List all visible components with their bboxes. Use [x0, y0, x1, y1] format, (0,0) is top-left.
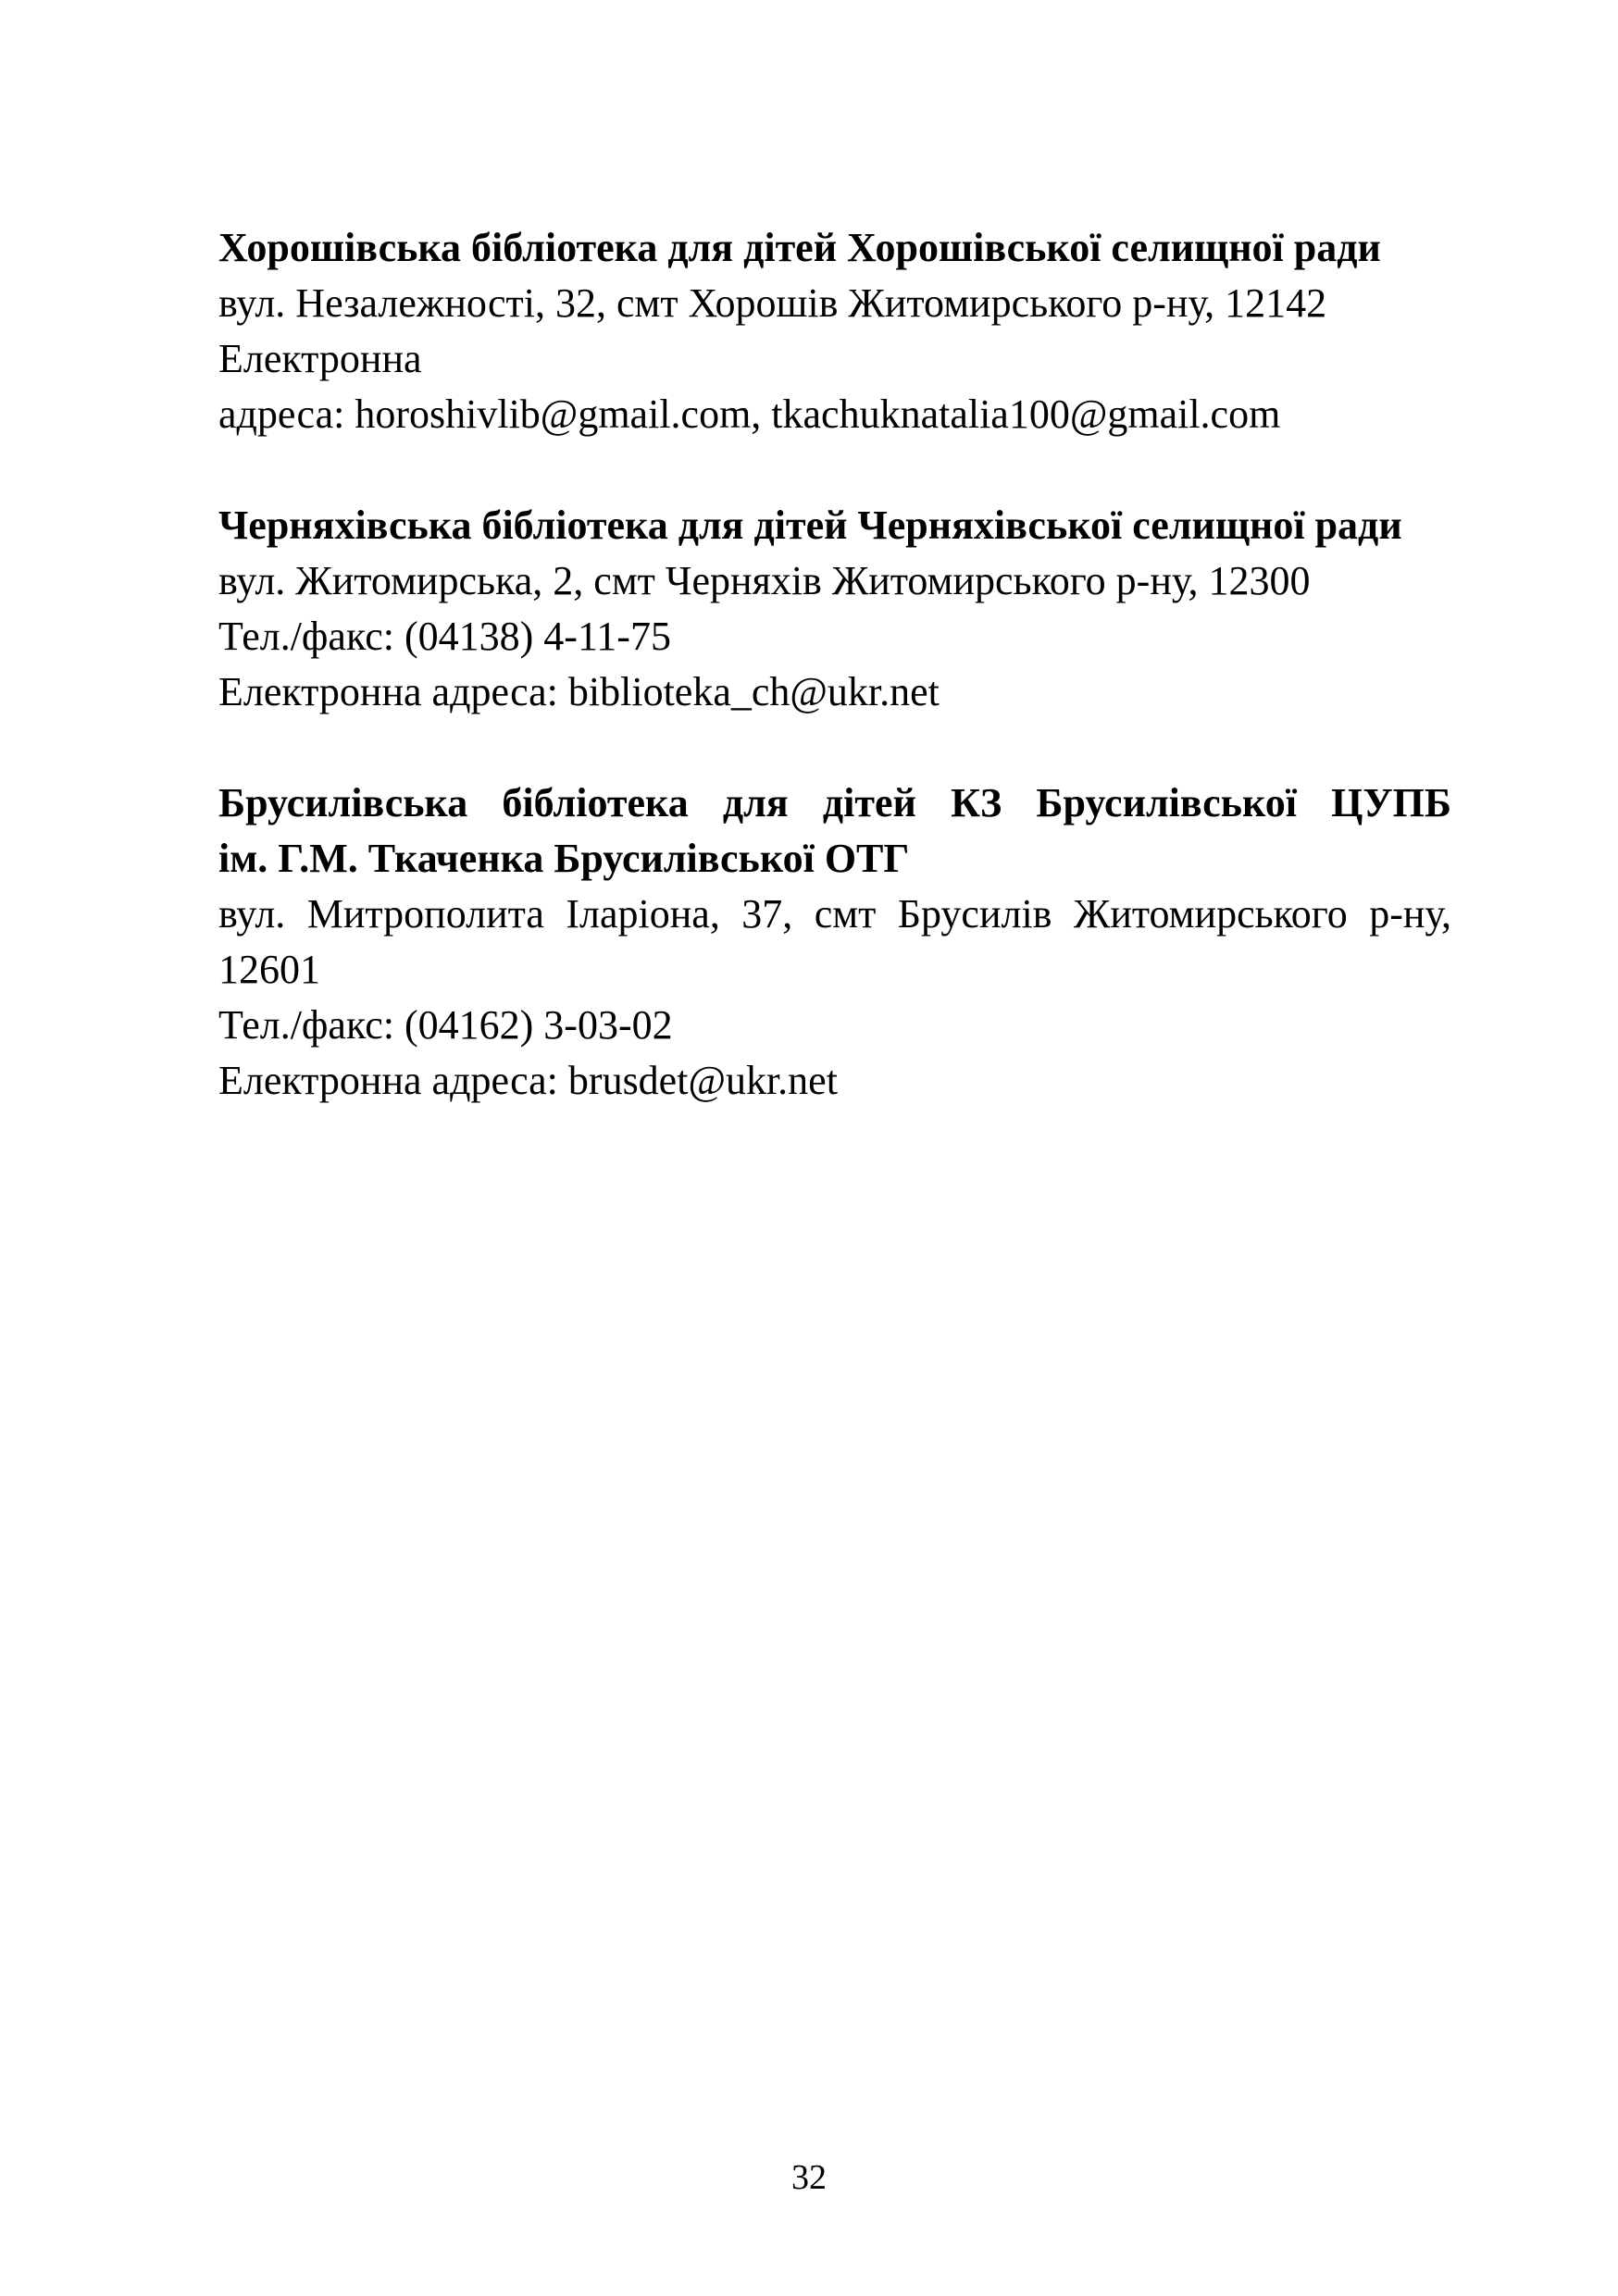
library-address: вул. Житомирська, 2, смт Черняхів Житомирського р-ну, 12300	[218, 558, 1311, 603]
library-address-continued: 12601	[218, 947, 320, 992]
library-entry-khoroshiv	[218, 220, 1451, 442]
library-title: Черняхівська бібліотека для дітей Черняхівської селищної ради	[218, 503, 1402, 548]
library-title: Хорошівська бібліотека для дітей Хорошівської селищної ради	[218, 225, 1381, 270]
page-number: 32	[791, 2158, 827, 2197]
library-entry-cherniakhiv	[218, 498, 1451, 720]
library-phone: Тел./факс: (04138) 4-11-75	[218, 614, 671, 659]
library-email: Електронна адреса: biblioteka_ch@ukr.net	[218, 669, 940, 714]
library-list	[218, 220, 1451, 1164]
library-entry-brusyliv	[218, 776, 1451, 1109]
library-title: Брусилівська бібліотека для дітей КЗ Брусилівської ЦУПБ	[218, 780, 1451, 825]
library-address: вул. Митрополита Іларіона, 37, смт Брусилів Житомирського р-ну,	[218, 891, 1451, 937]
library-title-continued: ім. Г.М. Ткаченка Брусилівської ОТГ	[218, 836, 910, 881]
library-email: адреса: horoshivlib@gmail.com, tkachuknatalia100@gmail.com	[218, 391, 1281, 437]
library-phone: Тел./факс: (04162) 3-03-02	[218, 1002, 673, 1048]
library-email: Електронна адреса: brusdet@ukr.net	[218, 1058, 838, 1103]
library-email-label: Електронна	[218, 336, 422, 381]
library-address: вул. Незалежності, 32, смт Хорошів Житомирського р-ну, 12142	[218, 280, 1327, 326]
